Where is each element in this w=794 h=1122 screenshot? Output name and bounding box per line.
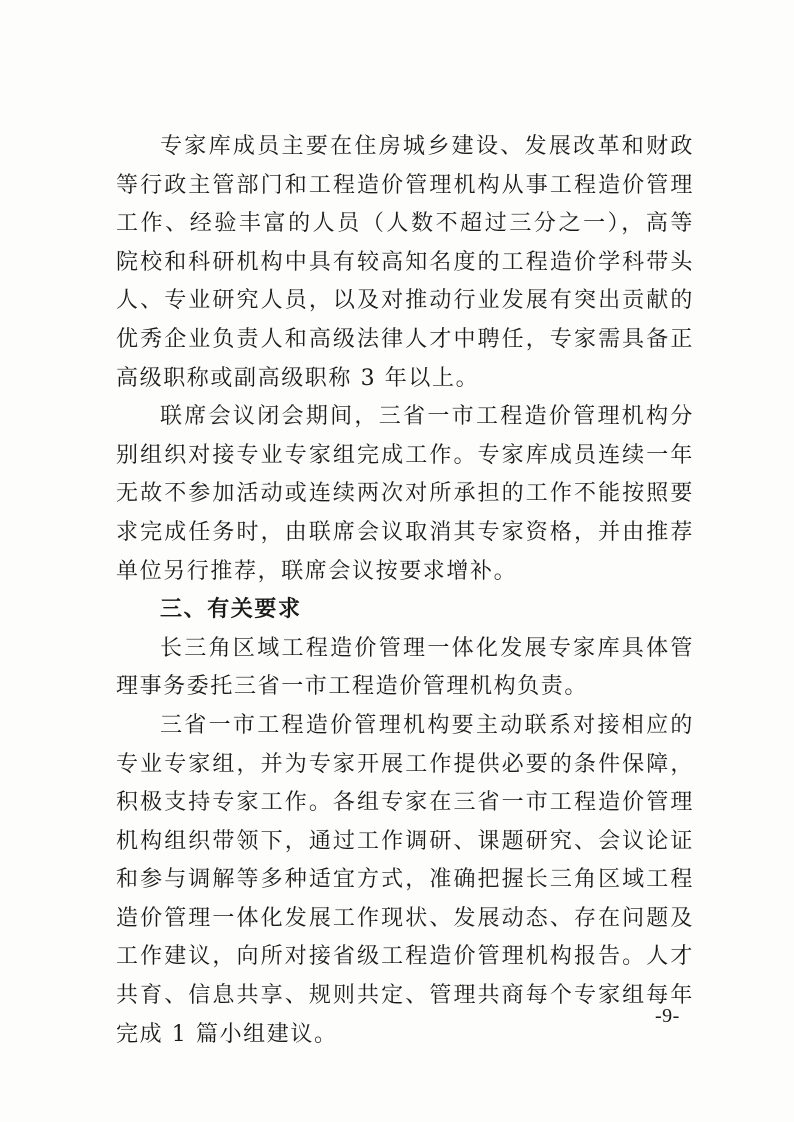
paragraph-recess-period: 联席会议闭会期间，三省一市工程造价管理机构分别组织对接专业专家组完成工作。专家库成员连续一年无故不参加活动或连续两次对所承担的工作不能按照要求完成任务时，由联席会议取消其专家资格，并由推荐单位另行推荐，联席会议按要求增补。 (116, 404, 694, 584)
page-number: -9- (655, 1005, 680, 1027)
section-heading: 三、有关要求 (160, 597, 302, 623)
paragraph-expert-members: 专家库成员主要在住房城乡建设、发展改革和财政等行政主管部门和工程造价管理机构从事工程造价管理工作、经验丰富的人员（人数不超过三分之一），高等院校和科研机构中具有较高知名度的工程造价学科带头人、专业研究人员，以及对推动行业发展有突出贡献的优秀企业负责人和高级法律人才中聘任，专家需具备正高级职称或副高级职称 3 年以上。 (116, 134, 694, 391)
paragraph-management-delegation: 长三角区域工程造价管理一体化发展专家库具体管理事务委托三省一市工程造价管理机构负责。 (116, 635, 694, 700)
document-body (116, 128, 694, 1054)
paragraph-agency-duties: 三省一市工程造价管理机构要主动联系对接相应的专业专家组，并为专家开展工作提供必要的条件保障，积极支持专家工作。各组专家在三省一市工程造价管理机构组织带领下，通过工作调研、课题研究、会议论证和参与调解等多种适宜方式，准确把握长三角区域工程造价管理一体化发展工作现状、发展动态、存在问题及工作建议，向所对接省级工程造价管理机构报告。人才共育、信息共享、规则共定、管理共商每个专家组每年完成 1 篇小组建议。 (116, 712, 694, 1047)
